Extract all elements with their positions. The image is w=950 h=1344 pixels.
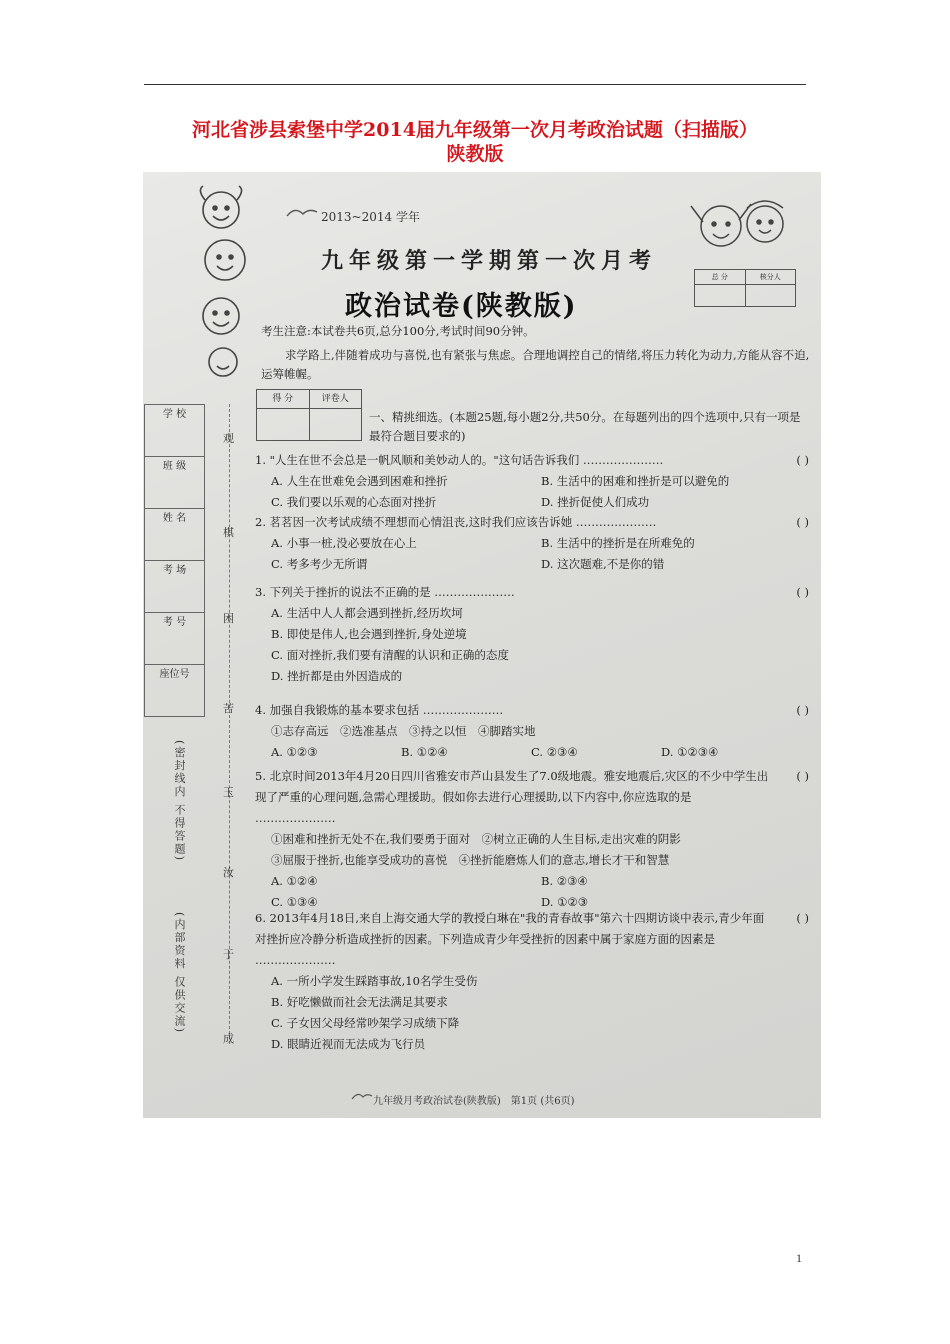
question-stem: 4. 加强自我锻炼的基本要求包括 ………………… ( ) [255, 700, 815, 721]
question-1 [255, 450, 815, 513]
answer-option: B. ①②④ [401, 745, 448, 759]
question-stem: 5. 北京时间2013年4月20日四川省雅安市芦山县发生了7.0级地震。雅安地震后,灾区的不少中学生出现了严重的心理问题,急需心理援助。假如你去进行心理援助,以下内容中,你应选取的是 ………………… ( ) [255, 766, 815, 829]
title-line-1: 河北省涉县索堡中学2014届九年级第一次月考政治试题（扫描版） [192, 119, 758, 141]
answer-option: C. 子女因父母经常吵架学习成绩下降 [271, 1016, 460, 1030]
answer-option: A. 一所小学发生踩踏事故,10名学生受伤 [271, 974, 478, 988]
answer-option-row [255, 742, 815, 763]
question-stem: 2. 茗茗因一次考试成绩不理想而心情沮丧,这时我们应该告诉她 ………………… ( ) [255, 512, 815, 533]
score-box-total-label: 总 分 [711, 273, 728, 281]
seal-char: 观 [223, 432, 234, 445]
answer-option: C. 我们要以乐观的心态面对挫折 [271, 495, 437, 509]
question-2 [255, 512, 815, 575]
total-score-box [694, 269, 796, 307]
bird-icon [351, 1090, 373, 1102]
seal-char: 玉 [223, 786, 234, 799]
top-rule [144, 84, 806, 85]
name-field-label: 姓 名 [145, 509, 204, 561]
statement-list: ①志存高远 ②选准基点 ③持之以恒 ④脚踏实地 [271, 724, 536, 738]
answer-bracket: ( ) [796, 911, 809, 925]
answer-bracket: ( ) [796, 703, 809, 717]
answer-option: B. 好吃懒做而社会无法满足其要求 [271, 995, 448, 1009]
answer-option-row [255, 871, 815, 892]
section-grader-box [256, 389, 362, 441]
answer-option: C. 考多考少无所谓 [271, 557, 368, 571]
grader-score-label: 得 分 [272, 394, 294, 404]
score-box-checker-label: 核分人 [745, 270, 796, 284]
page-footer: 九年级月考政治试卷(陕教版) 第1页 (共6页) [373, 1096, 575, 1107]
answer-option-row [255, 554, 815, 575]
answer-option: B. ②③④ [541, 874, 588, 888]
title-line-2: 陕教版 [446, 143, 504, 165]
seal-char: 苦 [223, 702, 234, 715]
answer-option: A. 人生在世难免会遇到困难和挫折 [271, 474, 448, 488]
question-6 [255, 908, 815, 1055]
answer-option: D. ①②③ [541, 895, 589, 909]
answer-option-row [255, 492, 815, 513]
answer-bracket: ( ) [796, 585, 809, 599]
cartoon-kids-left-icon [191, 182, 261, 382]
answer-option: B. 生活中的挫折是在所难免的 [541, 536, 695, 550]
student-info-table [144, 404, 205, 717]
page-number: 1 [796, 1251, 802, 1265]
answer-option: D. ①②③④ [661, 745, 719, 759]
question-4 [255, 700, 815, 763]
answer-option: C. 面对挫折,我们要有清醒的认识和正确的态度 [271, 648, 509, 662]
answer-option: A. 生活中人人都会遇到挫折,经历坎坷 [271, 606, 463, 620]
seal-notice: (密封线内 不得答题) [173, 740, 186, 863]
exam-heading: 九年级第一学期第一次月考 [321, 248, 658, 274]
exam-subject-heading: 政治试卷(陕教版) [345, 291, 578, 322]
exam-number-field-label: 考 号 [145, 613, 204, 665]
scanned-exam-page [143, 172, 821, 1118]
answer-option: D. 眼睛近视而无法成为飞行员 [271, 1037, 426, 1051]
answer-option: D. 挫折促使人们成功 [541, 495, 650, 509]
answer-option-row [255, 533, 815, 554]
exam-room-field-label: 考 场 [145, 561, 204, 613]
document-title [120, 118, 830, 166]
answer-option: C. ①③④ [271, 895, 318, 909]
exam-motto: 求学路上,伴随着成功与喜悦,也有紧张与焦虑。合理地调控自己的情绪,将压力转化为动力,方能从容不迫,运筹帷幄。 [261, 348, 810, 381]
answer-bracket: ( ) [796, 769, 809, 783]
grader-name-label: 评卷人 [309, 390, 362, 408]
answer-option: C. ②③④ [531, 745, 578, 759]
exam-instruction: 考生注意:本试卷共6页,总分100分,考试时间90分钟。 [261, 324, 535, 338]
question-stem: 6. 2013年4月18日,来自上海交通大学的教授白琳在"我的青春故事"第六十四期访谈中表示,青少年面对挫折应冷静分析造成挫折的因素。下列造成青少年受挫折的因素中属于家庭方面的因素是 ………………… ( ) [255, 908, 815, 971]
class-field-label: 班 级 [145, 457, 204, 509]
statement-list: ①困难和挫折无处不在,我们要勇于面对 ②树立正确的人生目标,走出灾难的阴影 [271, 832, 681, 846]
school-year: 2013~2014 学年 [321, 210, 420, 224]
seal-char: 成 [223, 1032, 234, 1045]
answer-option: B. 即使是伟人,也会遇到挫折,身处逆境 [271, 627, 467, 641]
seal-char: 于 [223, 948, 234, 961]
answer-option: D. 挫折都是由外因造成的 [271, 669, 403, 683]
answer-option-row [255, 471, 815, 492]
seal-char: 棋 [223, 526, 234, 539]
answer-bracket: ( ) [796, 453, 809, 467]
answer-option: A. 小事一桩,没必要放在心上 [271, 536, 417, 550]
answer-bracket: ( ) [796, 515, 809, 529]
school-field-label: 学 校 [145, 405, 204, 457]
seat-number-field-label: 座位号 [159, 669, 190, 680]
section-title: 一、精挑细选。(本题25题,每小题2分,共50分。在每题列出的四个选项中,只有一项是最符合题目要求的) [369, 410, 801, 443]
internal-material-notice: (内部资料 仅供交流) [173, 912, 186, 1035]
question-stem: 1. "人生在世不会总是一帆风顺和美妙动人的。"这句话告诉我们 ………………… ( ) [255, 450, 815, 471]
bird-icon [285, 204, 319, 220]
answer-option: D. 这次题难,不是你的错 [541, 557, 665, 571]
seal-char: 汝 [223, 866, 234, 879]
question-5 [255, 766, 815, 913]
question-stem: 3. 下列关于挫折的说法不正确的是 ………………… ( ) [255, 582, 815, 603]
question-3 [255, 582, 815, 687]
statement-list: ③屈服于挫折,也能享受成功的喜悦 ④挫折能磨炼人们的意志,增长才干和智慧 [271, 853, 670, 867]
answer-option: A. ①②③ [271, 745, 318, 759]
seal-char: 困 [223, 612, 234, 625]
answer-option: B. 生活中的困难和挫折是可以避免的 [541, 474, 730, 488]
answer-option: A. ①②④ [271, 874, 318, 888]
